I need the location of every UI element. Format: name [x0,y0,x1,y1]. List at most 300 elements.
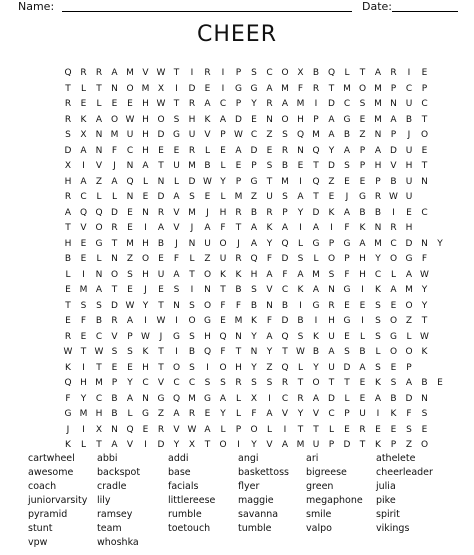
grid-letter: A [405,378,413,388]
grid-letter: C [173,378,180,388]
grid-letter: T [313,161,319,171]
grid-letter: Z [328,176,335,187]
grid-letter: D [188,176,196,187]
grid-letter: R [188,99,196,109]
grid-row [61,438,441,452]
grid-letter: D [281,254,289,264]
grid-letter: K [421,347,428,357]
grid-letter: G [235,83,242,94]
grid-letter: K [297,285,304,295]
grid-letter: I [392,207,395,218]
grid-letter: C [281,393,289,404]
grid-letter: Z [405,440,413,450]
grid-letter: U [266,192,273,202]
grid-letter: O [110,114,119,125]
grid-letter: A [250,238,258,249]
grid-letter: Z [266,362,273,373]
grid-row [61,407,441,421]
grid-letter: S [359,99,366,109]
grid-letter: L [390,269,396,280]
grid-letter: T [421,316,428,326]
grid-letter: T [266,176,273,187]
grid-letter: M [281,176,289,187]
grid-letter: T [297,424,304,435]
grid-letter: I [221,83,225,94]
grid-letter: T [220,285,226,295]
grid-letter: D [250,145,258,156]
grid-letter: T [204,440,211,450]
grid-letter: I [283,424,287,435]
grid-letter: W [234,130,243,140]
grid-letter: E [158,285,164,295]
grid-letter: L [111,192,117,202]
grid-letter: D [157,440,165,450]
page-title: CHEER [197,22,277,47]
grid-letter: N [126,161,134,171]
grid-letter: L [297,238,303,249]
grid-letter: A [173,409,180,419]
grid-letter: Y [80,393,87,404]
grid-letter: M [281,83,289,94]
grid-letter: L [189,254,195,264]
grid-letter: X [80,130,87,140]
grid-letter: W [389,192,398,202]
grid-letter: J [144,285,147,295]
grid-letter: O [110,269,119,280]
grid-letter: M [79,285,88,295]
grid-letter: Y [297,409,304,419]
grid-letter: A [111,68,118,78]
date-line [392,11,458,12]
grid-letter: E [173,145,180,156]
grid-letter: Q [281,362,289,373]
grid-letter: A [297,269,304,280]
grid-letter: L [220,424,226,435]
grid-letter: S [173,285,180,295]
grid-letter: R [359,424,366,435]
grid-letter: H [297,114,304,125]
grid-letter: G [142,409,149,419]
grid-letter: V [390,161,397,171]
grid-row [61,252,441,266]
grid-letter: R [64,99,72,109]
grid-letter: R [64,114,72,125]
grid-letter: L [235,393,241,404]
grid-letter: N [204,285,211,295]
grid-letter: A [111,440,118,450]
grid-letter: A [219,114,227,125]
grid-letter: W [296,347,305,357]
grid-letter: I [190,68,194,78]
grid-letter: R [266,207,273,218]
grid-letter: S [406,424,412,435]
grid-letter: S [251,68,257,78]
grid-letter: A [328,130,335,140]
grid-letter: A [359,362,366,373]
grid-letter: B [297,316,304,326]
word-bank-item: flyer [238,481,260,492]
grid-letter: I [82,161,85,171]
grid-letter: Z [204,254,211,264]
grid-letter: O [420,130,429,140]
grid-letter: A [157,223,165,233]
grid-letter: H [188,114,196,125]
grid-letter: Y [375,254,381,264]
grid-row [61,190,441,204]
grid-letter: T [96,362,102,373]
grid-letter: W [420,269,429,280]
word-bank-item: savanna [238,509,279,520]
grid-letter: G [204,393,211,404]
grid-letter: E [344,176,350,187]
grid-letter: P [390,130,397,140]
grid-letter: A [374,68,382,78]
grid-letter: S [266,161,273,171]
grid-letter: E [406,207,412,218]
grid-letter: R [204,68,211,78]
grid-letter: S [375,300,381,311]
grid-letter: T [282,347,288,357]
grid-row [61,113,441,127]
grid-letter: S [111,347,118,357]
date-label: Date: [362,0,392,13]
grid-letter: T [158,347,164,357]
grid-letter: U [405,99,413,109]
grid-letter: S [189,300,195,311]
grid-letter: L [266,424,272,435]
grid-letter: N [95,269,103,280]
grid-letter: M [110,130,119,140]
grid-letter: S [344,161,350,171]
grid-letter: S [80,300,87,311]
grid-letter: Q [219,331,227,342]
grid-letter: Y [127,378,133,388]
grid-letter: J [159,331,163,342]
word-bank-item: spirit [376,509,400,520]
grid-letter: C [95,331,103,342]
grid-letter: S [220,378,226,388]
grid-letter: Z [405,316,413,326]
grid-letter: F [266,316,273,326]
grid-letter: L [220,161,226,171]
grid-letter: U [328,362,335,373]
grid-letter: B [250,300,258,311]
grid-row [61,175,441,189]
grid-letter: R [80,68,87,78]
grid-letter: L [344,68,350,78]
grid-letter: K [375,285,381,295]
grid-row [61,206,441,220]
grid-letter: L [359,331,365,342]
grid-letter: M [312,130,320,140]
grid-letter: F [421,254,428,264]
grid-letter: S [204,378,211,388]
grid-letter: V [266,440,273,450]
grid-letter: I [82,424,85,435]
grid-letter: A [126,316,134,326]
grid-letter: U [405,145,413,156]
grid-letter: C [421,207,428,218]
grid-letter: E [80,238,87,249]
grid-letter: I [299,176,302,187]
grid-letter: A [204,223,211,233]
grid-letter: D [281,316,289,326]
grid-letter: F [220,223,226,233]
grid-letter: G [173,130,180,140]
grid-letter: V [173,207,180,218]
grid-letter: E [421,68,428,78]
grid-letter: Y [266,347,273,357]
grid-letter: T [65,83,71,94]
grid-letter: I [206,362,209,373]
grid-row [61,283,441,297]
grid-letter: E [127,207,133,218]
grid-letter: T [111,285,118,295]
grid-letter: R [188,145,196,156]
grid-letter: Y [251,440,257,450]
grid-letter: A [173,269,180,280]
grid-letter: F [220,300,226,311]
grid-letter: G [359,192,366,202]
grid-letter: S [266,378,273,388]
word-bank-item: maggie [238,495,274,506]
grid-letter: Y [220,409,226,419]
grid-letter: Q [126,176,134,187]
grid-letter: B [390,176,397,187]
grid-letter: K [65,440,71,450]
grid-letter: V [95,161,103,171]
word-bank-item: cartwheel [28,453,75,464]
grid-letter: A [281,99,289,109]
grid-letter: B [250,207,258,218]
grid-letter: C [219,99,227,109]
grid-letter: A [95,285,103,295]
grid-letter: L [344,393,350,404]
grid-row [61,66,441,80]
grid-letter: E [421,145,428,156]
grid-letter: A [343,207,351,218]
grid-letter: I [221,68,225,78]
grid-letter: U [312,440,320,450]
grid-letter: E [127,99,133,109]
grid-letter: L [173,176,179,187]
grid-letter: T [173,99,180,109]
grid-letter: Y [313,362,319,373]
word-bank-item: vikings [376,523,410,534]
grid-letter: Y [421,300,428,311]
grid-letter: M [405,285,413,295]
grid-letter: H [64,176,72,187]
grid-letter: D [111,300,118,311]
grid-letter: L [80,83,86,94]
word-bank-item: megaphone [306,495,363,506]
grid-letter: S [344,347,350,357]
grid-letter: V [173,424,180,435]
grid-letter: O [172,362,181,373]
grid-letter: E [344,424,350,435]
word-bank-item: backspot [97,467,141,478]
grid-letter: W [63,347,73,357]
grid-letter: Y [251,362,257,373]
grid-letter: M [296,99,305,109]
grid-letter: V [281,409,289,419]
grid-letter: H [359,254,366,264]
grid-letter: E [158,145,164,156]
grid-letter: R [374,192,382,202]
grid-letter: Y [297,207,304,218]
grid-row [61,392,441,406]
grid-letter: P [328,440,335,450]
grid-letter: I [376,409,380,419]
grid-letter: G [405,254,413,264]
grid-letter: P [251,161,257,171]
grid-letter: Z [250,192,258,202]
grid-letter: D [157,130,165,140]
grid-letter: P [313,114,319,125]
grid-letter: M [141,83,150,94]
grid-letter: N [328,285,335,295]
grid-letter: S [390,378,397,388]
grid-letter: K [359,223,366,233]
grid-letter: N [95,145,103,156]
grid-letter: T [173,68,180,78]
grid-letter: B [421,378,428,388]
word-bank-item: coach [28,481,57,492]
grid-letter: A [390,285,397,295]
grid-letter: I [144,440,147,450]
grid-letter: Q [312,176,320,187]
grid-letter: E [344,300,350,311]
grid-letter: L [127,409,133,419]
grid-letter: E [111,99,118,109]
grid-letter: Y [421,285,428,295]
grid-row [61,268,441,282]
grid-letter: M [126,68,134,78]
grid-letter: N [95,130,103,140]
worksheet-header [0,0,474,14]
grid-letter: M [95,378,103,388]
grid-letter: N [421,176,428,187]
grid-letter: N [297,145,304,156]
grid-letter: X [64,161,72,171]
grid-letter: D [157,192,165,202]
grid-letter: S [65,130,71,140]
grid-letter: A [250,223,258,233]
grid-letter: T [96,440,102,450]
grid-letter: R [312,83,320,94]
grid-letter: E [359,378,366,388]
grid-letter: L [406,331,412,342]
word-bank-item: base [168,467,191,478]
grid-letter: B [64,254,72,264]
grid-letter: A [111,176,118,187]
grid-letter: E [158,254,164,264]
grid-letter: M [374,238,382,249]
grid-letter: C [142,378,149,388]
grid-letter: U [204,238,211,249]
grid-letter: V [142,68,149,78]
grid-letter: X [297,68,304,78]
word-bank-item: toetouch [168,523,211,534]
grid-letter: Q [203,347,212,357]
grid-letter: F [65,393,71,404]
grid-letter: H [359,269,366,280]
grid-letter: P [235,176,242,187]
grid-letter: X [188,440,196,450]
grid-letter: H [204,331,211,342]
grid-letter: Z [126,254,134,264]
grid-letter: Q [281,238,289,249]
grid-letter: E [251,114,257,125]
word-bank-item: rumble [168,509,202,520]
grid-letter: A [405,269,413,280]
grid-letter: Y [251,99,257,109]
grid-letter: H [142,130,149,140]
grid-letter: R [64,192,72,202]
grid-letter: B [111,409,118,419]
grid-letter: I [144,223,147,233]
grid-letter: M [374,99,382,109]
grid-letter: Y [173,440,180,450]
grid-letter: H [405,223,413,233]
grid-letter: U [188,130,196,140]
grid-letter: K [80,114,87,125]
grid-letter: O [141,254,150,264]
grid-letter: C [95,393,103,404]
word-bank-item: whoshka [97,537,139,548]
grid-letter: T [80,347,87,357]
grid-letter: B [281,161,289,171]
word-bank-item: team [97,523,122,534]
grid-letter: H [142,238,149,249]
grid-letter: P [235,99,242,109]
grid-letter: S [297,331,304,342]
grid-letter: J [113,161,116,171]
grid-letter: H [328,316,335,326]
grid-letter: A [374,145,382,156]
grid-letter: Z [157,409,165,419]
grid-letter: H [235,362,242,373]
grid-letter: S [282,192,288,202]
grid-letter: C [328,409,335,419]
grid-letter: D [328,393,335,404]
grid-letter: I [361,285,364,295]
grid-letter: Y [328,145,335,156]
grid-row [61,376,441,390]
grid-letter: H [405,161,413,171]
grid-letter: B [359,207,366,218]
grid-letter: P [235,424,242,435]
grid-letter: B [204,161,211,171]
grid-letter: C [126,145,134,156]
grid-letter: V [266,285,273,295]
grid-letter: J [206,207,209,218]
grid-letter: I [314,99,318,109]
grid-letter: O [327,254,336,264]
grid-letter: F [406,409,412,419]
grid-letter: A [204,99,211,109]
grid-letter: T [344,378,350,388]
grid-letter: A [328,114,335,125]
grid-row [61,345,441,359]
grid-letter: I [175,316,178,326]
grid-letter: U [405,192,413,202]
grid-letter: G [173,331,180,342]
grid-letter: V [204,130,211,140]
grid-letter: S [328,269,335,280]
grid-letter: P [359,161,366,171]
grid-letter: R [390,223,397,233]
